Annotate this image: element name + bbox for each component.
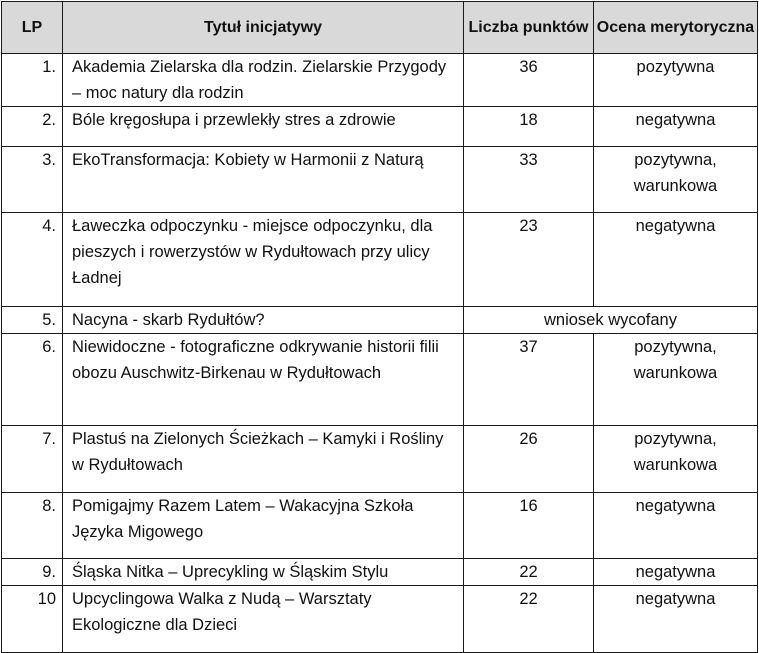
row-number: 1.: [2, 54, 63, 107]
row-number: 3.: [2, 147, 63, 213]
row-number: 5.: [2, 307, 63, 334]
points-value: 37: [464, 334, 594, 426]
table-row: [2, 426, 758, 493]
header-points: Liczba punktów: [464, 2, 594, 54]
row-number: 4.: [2, 213, 63, 307]
initiative-title: Upcyclingowa Walka z Nudą – Warsztaty Ekologiczne dla Dzieci: [63, 586, 464, 653]
initiative-title: EkoTransformacja: Kobiety w Harmonii z Naturą: [63, 147, 464, 213]
header-row: [2, 2, 758, 54]
evaluation-value: negatywna: [594, 559, 758, 586]
evaluation-value: pozytywna: [594, 54, 758, 107]
table-row: [2, 307, 758, 334]
evaluation-value: pozytywna, warunkowa: [594, 334, 758, 426]
points-value: 22: [464, 559, 594, 586]
row-number: 9.: [2, 559, 63, 586]
evaluation-value: pozytywna, warunkowa: [594, 147, 758, 213]
table-row: [2, 54, 758, 107]
points-value: 16: [464, 493, 594, 559]
table-row: [2, 493, 758, 559]
row-number: 6.: [2, 334, 63, 426]
initiative-title: Śląska Nitka – Uprecykling w Śląskim Stylu: [63, 559, 464, 586]
withdrawn-status: wniosek wycofany: [464, 307, 758, 334]
evaluation-value: negatywna: [594, 213, 758, 307]
row-number: 7.: [2, 426, 63, 493]
header-evaluation: Ocena merytoryczna: [594, 2, 758, 54]
initiative-title: Pomigajmy Razem Latem – Wakacyjna Szkoła Języka Migowego: [63, 493, 464, 559]
evaluation-value: negatywna: [594, 107, 758, 147]
initiative-title: Akademia Zielarska dla rodzin. Zielarskie Przygody – moc natury dla rodzin: [63, 54, 464, 107]
evaluation-value: pozytywna, warunkowa: [594, 426, 758, 493]
row-number: 2.: [2, 107, 63, 147]
initiative-title: Niewidoczne - fotograficzne odkrywanie historii filii obozu Auschwitz-Birkenau w Rydułtowach: [63, 334, 464, 426]
initiatives-table: [1, 1, 758, 653]
initiative-title: Bóle kręgosłupa i przewlekły stres a zdrowie: [63, 107, 464, 147]
evaluation-value: negatywna: [594, 586, 758, 653]
row-number: 10: [2, 586, 63, 653]
initiative-title: Ławeczka odpoczynku - miejsce odpoczynku, dla pieszych i rowerzystów w Rydułtowach przy ulicy Ładnej: [63, 213, 464, 307]
table-row: [2, 147, 758, 213]
evaluation-value: negatywna: [594, 493, 758, 559]
points-value: 22: [464, 586, 594, 653]
points-value: 23: [464, 213, 594, 307]
points-value: 26: [464, 426, 594, 493]
header-lp: LP: [2, 2, 63, 54]
initiative-title: Plastuś na Zielonych Ścieżkach – Kamyki i Rośliny w Rydułtowach: [63, 426, 464, 493]
table-row: [2, 334, 758, 426]
row-number: 8.: [2, 493, 63, 559]
points-value: 36: [464, 54, 594, 107]
header-title: Tytuł inicjatywy: [63, 2, 464, 54]
table-row: [2, 559, 758, 586]
initiative-title: Nacyna - skarb Rydułtów?: [63, 307, 464, 334]
table-row: [2, 107, 758, 147]
table-row: [2, 586, 758, 653]
points-value: 33: [464, 147, 594, 213]
points-value: 18: [464, 107, 594, 147]
table-row: [2, 213, 758, 307]
